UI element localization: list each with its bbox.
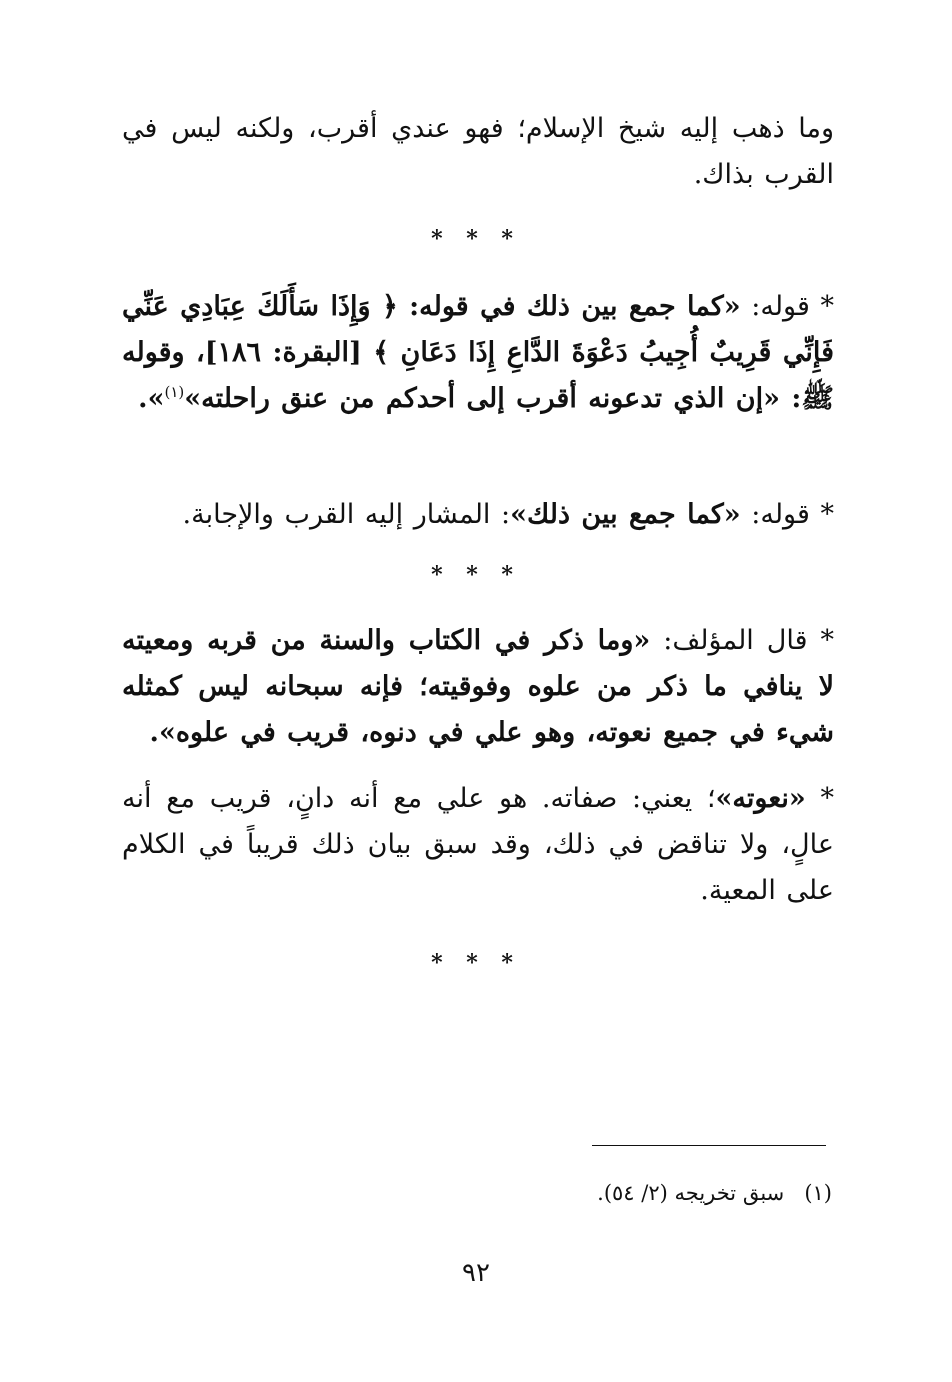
section-separator <box>0 226 952 252</box>
paragraph-intro <box>122 106 834 198</box>
bullet-asterisk: * <box>820 499 834 530</box>
quote-closing: ». <box>138 383 165 414</box>
footnote <box>480 1176 832 1210</box>
section-separator <box>0 950 952 976</box>
paragraph-text: : المشار إليه القرب والإجابة. <box>182 499 511 530</box>
paragraph-explanation <box>122 492 834 538</box>
quoted-text: «نعوته» <box>715 783 806 814</box>
paragraph-commentary <box>122 776 834 914</box>
paragraph-quote-verse <box>122 284 834 422</box>
quoted-text: «كما جمع بين ذلك» <box>510 499 741 530</box>
bullet-asterisk: * <box>820 625 834 656</box>
quoted-text: «وما ذكر في الكتاب والسنة من قربه ومعيته لا ينافي ما ذكر من علوه وفوقيته؛ فإنه سبحانه ليس كمثله شيء في جميع نعوته، وهو علي في دنوه، قريب في علوه». <box>122 625 834 748</box>
paragraph-text: وما ذهب إليه شيخ الإسلام؛ فهو عندي أقرب، ولكنه ليس في القرب بذاك. <box>122 113 834 190</box>
footnote-reference[interactable]: (١) <box>164 383 185 401</box>
paragraph-text: ؛ يعني: صفاته. هو علي مع أنه دانٍ، قريب مع أنه عالٍ، ولا تناقض في ذلك، وقد سبق بيان ذلك قريباً في الكلام على المعية. <box>122 783 834 906</box>
lead-label: قوله: <box>751 499 810 530</box>
separator-stars: * * * <box>431 226 521 252</box>
separator-stars: * * * <box>431 562 521 588</box>
page-number: ٩٢ <box>462 1258 490 1288</box>
bullet-asterisk: * <box>820 291 835 322</box>
separator-stars: * * * <box>431 950 521 976</box>
section-separator <box>0 562 952 588</box>
lead-label: قوله: <box>751 291 810 322</box>
footnote-number: (١) <box>804 1181 832 1205</box>
footnote-text: سبق تخريجه (٢/ ٥٤). <box>597 1181 785 1205</box>
quoted-text: «كما جمع بين ذلك في قوله: ﴿ وَإِذَا سَأَلَكَ عِبَادِي عَنِّي فَإِنِّي قَرِيبٌ أُجِيبُ دَعْوَةَ الدَّاعِ إِذَا دَعَانِ ﴾ [البقرة: ١٨٦]، وقوله ﷺ: «إن الذي تدعونه أقرب إلى أحدكم من عنق راحلته» <box>122 291 834 414</box>
lead-label: قال المؤلف: <box>663 625 808 656</box>
footnote-divider <box>592 1145 826 1146</box>
bullet-asterisk: * <box>820 783 834 814</box>
paragraph-author-text <box>122 618 834 756</box>
